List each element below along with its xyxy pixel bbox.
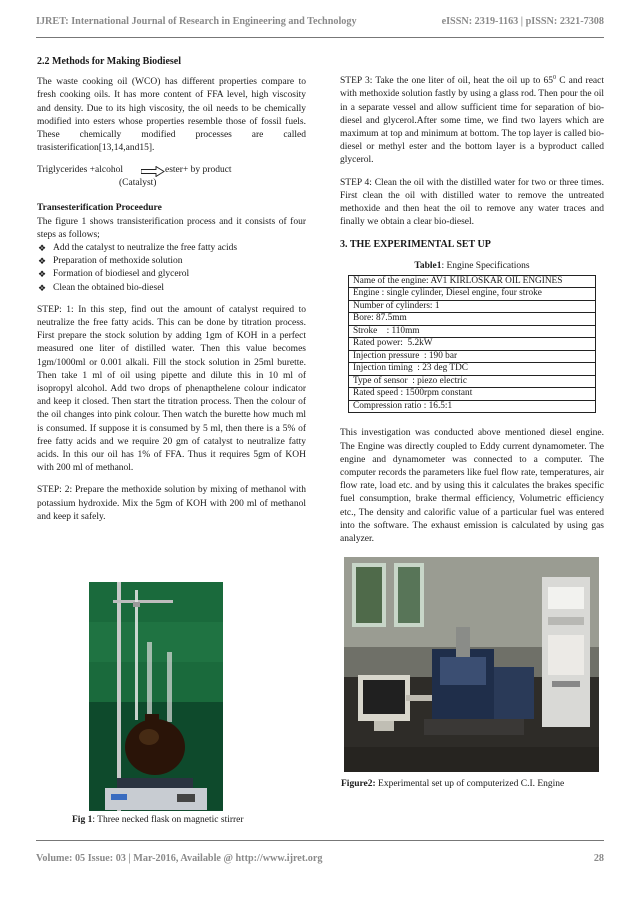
paragraph-step1: STEP: 1: In this step, find out the amount of catalyst required to neutralize the free fatty acids. This can be done by titration process. First prepare the stock solution by adding 1gm of KOH in a perfect measured one liter of distilled water. Then this value becomes 1gm/1000ml or 0.001 alkali. Fill the stock solution in 25ml burette. Then take 1 ml of oil using pipette and dilute this in 10 ml of isopropyl alcohol. Add two drops of phenapthelene colour indicator and keep it closed. Then start the titration process. Then the colour of the oil changes into pink colour. Then watch the burette how much ml is consumed. If suppose it is consumed by 5 ml, then there is a 5% of free fatty acids and we require 20 gm of catalyst to neutralize fatty acids. In this our oil has 1% of FFA. Thus it requires 5gm of KOH with 200 ml of methanol. bbox=[37, 304, 306, 474]
left-column bbox=[37, 55, 306, 533]
diamond-bullet-icon: ❖ bbox=[38, 243, 47, 254]
section-title-methods: 2.2 Methods for Making Biodiesel bbox=[37, 56, 181, 67]
page-number: 28 bbox=[593, 853, 604, 864]
journal-name: IJRET: International Journal of Research in Engineering and Technology bbox=[36, 16, 357, 27]
figure2-engine-setup-photo bbox=[344, 557, 599, 772]
diamond-bullet-icon: ❖ bbox=[38, 256, 47, 267]
figure1-flask-photo bbox=[89, 582, 223, 811]
list-item: ❖ Add the catalyst to neutralize the free fatty acids bbox=[37, 242, 306, 255]
paragraph-step4: STEP 4: Clean the oil with the distilled water for two or three times. First clean the oil with distilled water to remove the untreated methoxide and then heat the oil to remove any water traces and finally we obtain a clear bio-diesel. bbox=[340, 177, 604, 228]
diamond-bullet-icon: ❖ bbox=[38, 282, 47, 293]
section-title-setup: 3. THE EXPERIMENTAL SET UP bbox=[340, 239, 491, 251]
diamond-bullet-icon: ❖ bbox=[38, 269, 47, 280]
footer-divider bbox=[36, 840, 604, 841]
volume-info: Volume: 05 Issue: 03 | Mar-2016, Available @ http://www.ijret.org bbox=[36, 853, 323, 864]
issn-info: eISSN: 2319-1163 | pISSN: 2321-7308 bbox=[441, 16, 604, 27]
figure1-caption: Fig 1: Three necked flask on magnetic stirrer bbox=[72, 815, 244, 825]
page-header bbox=[36, 14, 604, 32]
paragraph-investigation: This investigation was conducted above mentioned diesel engine. The Engine was directly coupled to Eddy current dynamometer. The engine and dynamometer was connected to a computer. The computer records the parameters like fuel flow rate, temperatures, air flow rate, load etc. and by using this it calculates the brakes specific fuel consumption, brake thermal efficiency, Volumetric efficiency etc., The density and calorific value of a particular fuel was entered into the software. The exhaust emission is calculated by using gas analyzer. bbox=[340, 428, 604, 544]
list-item: ❖ Formation of biodiesel and glycerol bbox=[37, 268, 306, 281]
reaction-equation bbox=[37, 164, 306, 194]
list-item: ❖ Clean the obtained bio-diesel bbox=[37, 282, 306, 295]
equation-products: ester+ by product bbox=[165, 165, 232, 176]
transesterification-intro: The figure 1 shows transisterification process and it consists of four steps as follows; bbox=[37, 216, 306, 240]
table-row: Type of sensor : piezo electric bbox=[349, 375, 596, 388]
equation-catalyst: (Catalyst) bbox=[119, 178, 157, 189]
table1-caption: Table1: Engine Specifications bbox=[414, 260, 530, 271]
header-divider bbox=[36, 37, 604, 38]
table-row: Number of cylinders: 1 bbox=[349, 300, 596, 313]
table-row: Stroke : 110mm bbox=[349, 325, 596, 338]
right-column bbox=[340, 72, 604, 555]
paragraph-wco: The waste cooking oil (WCO) has different properties compare to fresh cooking oils. It has more content of FFA level, high viscosity and density. Due to its high viscosity, the oil needs to be chemically modified into esters whose properties resemble those of fossil fuels. These chemically modified processes are called trasisterification[13,14,and15]. bbox=[37, 77, 306, 154]
paragraph-step2: STEP: 2: Prepare the methoxide solution by mixing of methanol with potassium hydroxide. Mix the 5gm of KOH with 200 ml of methanol and keep it safely. bbox=[37, 485, 306, 522]
equation-reactants: Triglycerides +alcohol bbox=[37, 165, 124, 176]
table-row: Bore: 87.5mm bbox=[349, 313, 596, 326]
transesterification-title: Transesterification Proceedure bbox=[37, 203, 162, 214]
table-row: Compression ratio : 16.5:1 bbox=[349, 400, 596, 413]
table-row: Name of the engine: AV1 KIRLOSKAR OIL ENGINES bbox=[349, 275, 596, 288]
engine-spec-table bbox=[348, 275, 596, 414]
table-row: Engine : single cylinder, Diesel engine, four stroke bbox=[349, 288, 596, 301]
reaction-arrow-icon bbox=[141, 166, 165, 177]
table-row: Rated power: 5.2kW bbox=[349, 338, 596, 351]
figure2-caption: Figure2: Experimental set up of computerized C.I. Engine bbox=[341, 779, 565, 789]
table-row: Injection timing : 23 deg TDC bbox=[349, 363, 596, 376]
list-item: ❖ Preparation of methoxide solution bbox=[37, 255, 306, 268]
paragraph-step3: STEP 3: Take the one liter of oil, heat the oil up to $65^0$ C and react with methoxide solution fastly by using a glass rod. Then pour the oil in a separate vessel and allow sufficient time for separation of bio-diesel and glycerol.After some time, we find two layers which are maximum at top and minimum at bottom. The top layer is called bio-diesel or methyl ester and the bottom layer is a byproduct called glycerol. bbox=[340, 75, 604, 166]
steps-list bbox=[37, 242, 306, 295]
table-row: Injection pressure : 190 bar bbox=[349, 350, 596, 363]
table-row: Rated speed : 1500rpm constant bbox=[349, 388, 596, 401]
